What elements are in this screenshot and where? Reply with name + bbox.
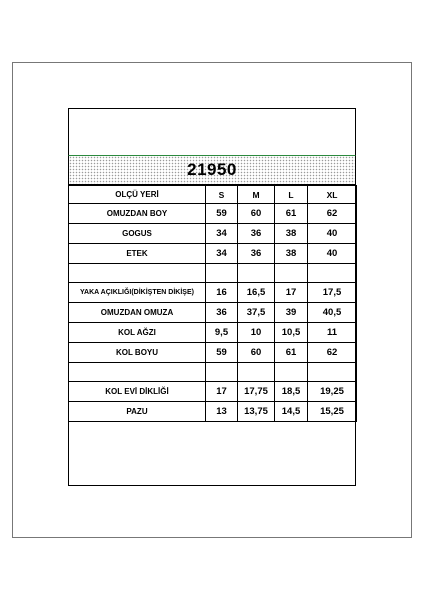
row-label [69, 264, 206, 283]
value-cell: 38 [275, 224, 308, 244]
value-cell: 10 [238, 323, 275, 343]
value-cell [206, 363, 238, 382]
value-cell: 14,5 [275, 402, 308, 422]
row-label: YAKA AÇIKLIĞI(DİKİŞTEN DİKİŞE) [69, 283, 206, 303]
value-cell: 17 [206, 382, 238, 402]
table-row-empty [69, 264, 357, 283]
value-cell: 13,75 [238, 402, 275, 422]
value-cell: 13 [206, 402, 238, 422]
row-label: KOL BOYU [69, 343, 206, 363]
row-label: OMUZDAN OMUZA [69, 303, 206, 323]
value-cell: 36 [206, 303, 238, 323]
header-size-l: L [275, 186, 308, 204]
table-row [69, 382, 357, 402]
value-cell: 38 [275, 244, 308, 264]
table-row [69, 402, 357, 422]
table-row [69, 343, 357, 363]
value-cell [206, 264, 238, 283]
value-cell [275, 264, 308, 283]
value-cell: 62 [308, 343, 357, 363]
value-cell: 34 [206, 244, 238, 264]
value-cell: 62 [308, 204, 357, 224]
table-row [69, 303, 357, 323]
header-size-xl: XL [308, 186, 357, 204]
size-chart-table [68, 185, 357, 422]
value-cell [275, 363, 308, 382]
value-cell [308, 264, 357, 283]
value-cell: 17,75 [238, 382, 275, 402]
table-row [69, 224, 357, 244]
value-cell: 40,5 [308, 303, 357, 323]
row-label: KOL EVİ DİKLİĞİ [69, 382, 206, 402]
value-cell [308, 363, 357, 382]
value-cell: 19,25 [308, 382, 357, 402]
row-label: KOL AĞZI [69, 323, 206, 343]
value-cell [238, 363, 275, 382]
value-cell: 18,5 [275, 382, 308, 402]
value-cell: 16 [206, 283, 238, 303]
row-label: OMUZDAN BOY [69, 204, 206, 224]
row-label: ETEK [69, 244, 206, 264]
table-row [69, 323, 357, 343]
value-cell: 59 [206, 343, 238, 363]
header-size-s: S [206, 186, 238, 204]
value-cell: 9,5 [206, 323, 238, 343]
value-cell: 61 [275, 343, 308, 363]
row-label: GOGUS [69, 224, 206, 244]
value-cell: 10,5 [275, 323, 308, 343]
header-size-m: M [238, 186, 275, 204]
value-cell: 11 [308, 323, 357, 343]
model-number-title: 21950 [187, 160, 237, 179]
value-cell: 39 [275, 303, 308, 323]
value-cell: 37,5 [238, 303, 275, 323]
value-cell [238, 264, 275, 283]
value-cell: 60 [238, 204, 275, 224]
title-band [68, 155, 356, 185]
value-cell: 40 [308, 224, 357, 244]
value-cell: 17 [275, 283, 308, 303]
value-cell: 15,25 [308, 402, 357, 422]
table-row [69, 283, 357, 303]
row-label [69, 363, 206, 382]
table-row [69, 244, 357, 264]
value-cell: 61 [275, 204, 308, 224]
value-cell: 59 [206, 204, 238, 224]
value-cell: 60 [238, 343, 275, 363]
value-cell: 40 [308, 244, 357, 264]
table-row-empty [69, 363, 357, 382]
table-header-row [69, 186, 357, 204]
value-cell: 36 [238, 224, 275, 244]
value-cell: 34 [206, 224, 238, 244]
value-cell: 16,5 [238, 283, 275, 303]
value-cell: 36 [238, 244, 275, 264]
row-label: PAZU [69, 402, 206, 422]
header-label-cell: OLÇÜ YERİ [69, 186, 206, 204]
table-row [69, 204, 357, 224]
value-cell: 17,5 [308, 283, 357, 303]
